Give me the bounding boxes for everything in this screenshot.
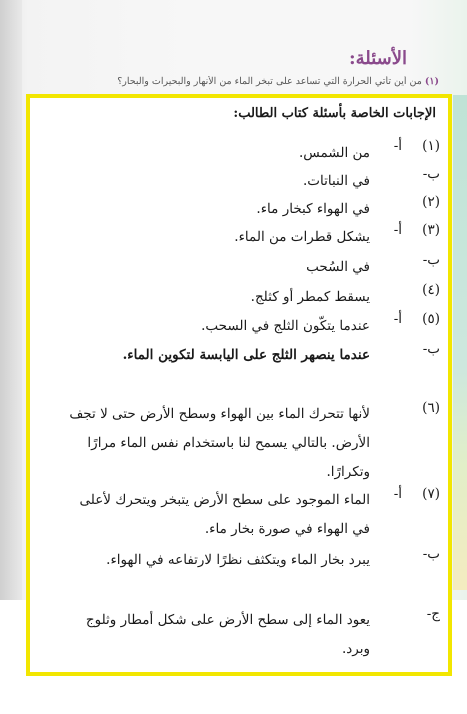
- answer-number: (٤): [422, 282, 440, 298]
- answer-text: في النباتات.: [303, 173, 370, 189]
- answer-number: (٣): [422, 222, 440, 238]
- answer-row: [48, 194, 448, 224]
- answer-text: يسقط كمطر أو كثلج.: [250, 289, 370, 305]
- answer-row: [48, 341, 448, 401]
- answer-letter: ب-: [422, 341, 440, 357]
- answer-row: [48, 311, 448, 341]
- answer-row: [48, 606, 448, 666]
- book-section-title: الأسئلة:: [348, 48, 407, 69]
- answer-row: [48, 166, 448, 196]
- answer-row: [48, 486, 448, 546]
- answer-letter: ب-: [422, 546, 440, 562]
- answer-row: [48, 400, 448, 490]
- answers-panel: [26, 94, 452, 676]
- answer-letter: ج-: [426, 606, 440, 622]
- answer-text: يعود الماء إلى سطح الأرض على شكل أمطار وثلوج وبرد.: [85, 612, 370, 657]
- answers-title: الإجابات الخاصة بأسئلة كتاب الطالب:: [233, 106, 436, 121]
- answer-text: عندما يتكّون الثلج في السحب.: [201, 318, 370, 334]
- answer-text: لأنها تتحرك الماء بين الهواء وسطح الأرض حتى لا تجف الأرض. بالتالي يسمح لنا باستخدام نفس الماء مرارًا وتكرارًا.: [69, 406, 370, 480]
- answer-text: في الهواء كبخار ماء.: [256, 201, 370, 217]
- answer-text: يشكل قطرات من الماء.: [234, 229, 370, 245]
- answer-text: في السُحب: [306, 259, 370, 275]
- book-question-number: (١): [424, 76, 439, 87]
- answer-number: (٥): [422, 311, 440, 327]
- answer-letter: أ-: [393, 222, 402, 238]
- book-page-edge: [453, 95, 467, 590]
- answer-letter: ب-: [422, 166, 440, 182]
- answer-text: من الشمس.: [298, 145, 370, 161]
- answer-text: يبرد بخار الماء ويتكثف نظرًا لارتفاعه في الهواء.: [106, 552, 370, 568]
- answer-letter: ب-: [422, 252, 440, 268]
- answer-number: (٢): [422, 194, 440, 210]
- answer-number: (٦): [422, 400, 440, 416]
- answer-number: (٧): [422, 486, 440, 502]
- book-spine-shadow: [0, 0, 22, 600]
- book-question-text: من أين تأتي الحرارة التي تساعد على تبخر الماء من الأنهار والبحيرات والبحار؟: [117, 76, 422, 87]
- answer-row: [48, 282, 448, 312]
- answer-text: الماء الموجود على سطح الأرض يتبخر ويتحرك لأعلى في الهواء في صورة بخار ماء.: [79, 492, 370, 537]
- answer-letter: أ-: [393, 486, 402, 502]
- answer-row: [48, 222, 448, 252]
- answer-letter: أ-: [393, 311, 402, 327]
- answer-letter: أ-: [393, 138, 402, 154]
- answer-text: عندما ينصهر الثلج على اليابسة لتكوين الماء.: [122, 347, 370, 363]
- answer-row: [48, 546, 448, 606]
- book-question-line: [19, 76, 439, 87]
- answer-number: (١): [422, 138, 440, 154]
- answer-row: [48, 138, 448, 168]
- answer-row: [48, 252, 448, 282]
